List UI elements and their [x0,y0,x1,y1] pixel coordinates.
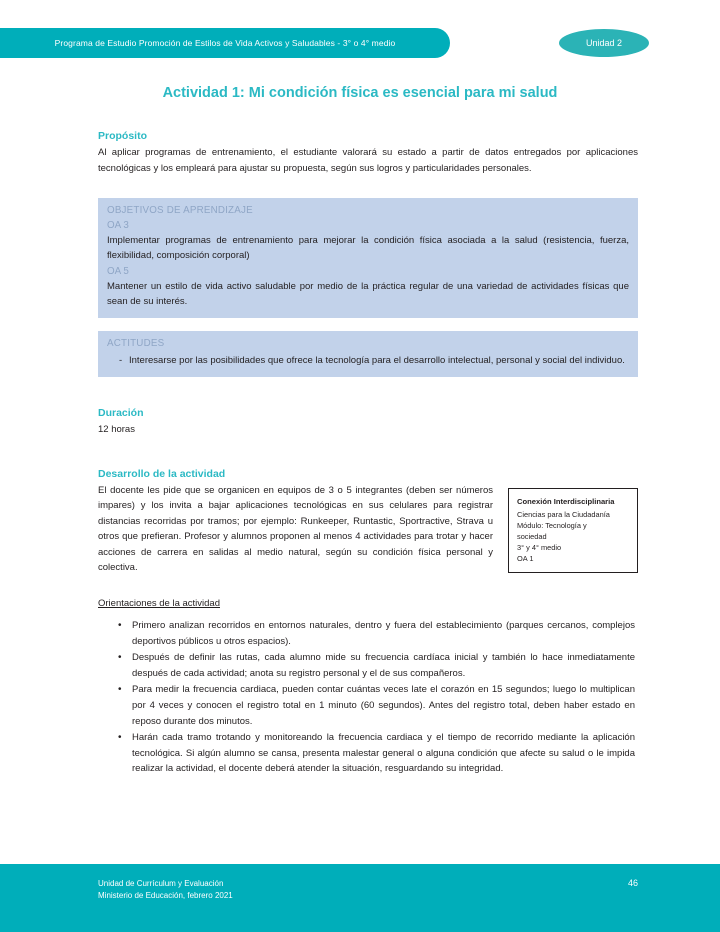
list-item [98,650,638,681]
objetivos-heading: OBJETIVOS DE APRENDIZAJE [107,205,253,216]
page-title: Actividad 1: Mi condición física es esencial para mi salud [162,85,558,101]
conexion-line-nivel: 3° y 4° medio [517,542,562,552]
footer-institution [98,878,233,901]
page-number: 46 [627,878,638,888]
proposito-heading: Propósito [98,130,147,142]
footer-line-2: Ministerio de Educación, febrero 2021 [98,890,233,900]
list-item [98,730,638,777]
conexion-interdisciplinaria-box [508,488,638,573]
footer-line-1: Unidad de Currículum y Evaluación [98,879,224,888]
objetivo-code-oa3: OA 3 [107,220,129,231]
conexion-line-oa: OA 1 [517,553,534,563]
header-banner-text: Programa de Estudio Promoción de Estilos de Vida Activos y Saludables - 3° o 4° medio [54,38,396,48]
document-content [98,130,638,778]
objetivos-box [98,198,638,318]
bullet-icon: • [118,652,122,664]
orientacion-text-2: Después de definir las rutas, cada alumno mide su frecuencia cardíaca inicial y también lo hace inmediatamente después de cada actividad; anota su registro personal y el de sus compañeros. [132,652,635,679]
actitud-item [107,353,629,368]
conexion-line-modulo-cont: sociedad [517,531,547,541]
orientaciones-list [98,618,638,777]
duracion-heading: Duración [98,407,144,419]
actitudes-heading: ACTITUDES [107,338,165,349]
orientacion-text-4: Harán cada tramo trotando y monitoreando la frecuencia cardiaca y el tiempo de recorrido mediante la aplicación tecnológica. Si algún alumno se cansa, presenta malestar general o alguna condición que afecte su salud o le impida realizar la actividad, el docente deberá atender la situación, resguardando su integridad. [132,732,635,775]
header-banner [0,28,450,58]
actitud-dash: - [119,355,123,366]
page-header [0,28,720,58]
seccion-duracion [98,407,638,438]
objetivo-text-oa3: Implementar programas de entrenamiento para mejorar la condición física asociada a la salud (resistencia, fuerza, flexibilidad, composición corporal) [107,235,629,261]
orientacion-text-1: Primero analizan recorridos en entornos naturales, dentro y fuera del establecimiento (parques cercanos, complejos deportivos públicos u otros espacios). [132,620,635,647]
seccion-proposito [98,130,638,176]
conexion-line-asignatura: Ciencias para la Ciudadanía [517,509,610,519]
orientaciones-heading: Orientaciones de la actividad [98,598,220,610]
objetivo-text-oa5: Mantener un estilo de vida activo saludable por medio de la práctica regular de una variedad de actividades físicas que sean de su interés. [107,281,629,307]
seccion-desarrollo [98,468,638,577]
objetivo-code-oa5: OA 5 [107,266,129,277]
actitudes-box [98,331,638,377]
desarrollo-heading: Desarrollo de la actividad [98,467,226,480]
bullet-icon: • [118,684,122,696]
conexion-line-modulo: Módulo: Tecnología y [517,520,587,530]
seccion-orientaciones [98,598,638,777]
list-item [98,682,638,729]
conexion-title: Conexión Interdisciplinaria [517,496,615,506]
proposito-text: Al aplicar programas de entrenamiento, el estudiante valorará su estado a partir de datos entregados por aplicaciones tecnológicas y los empleará para ajustar su propuesta, según sus logros y particularidades personales. [98,147,638,174]
bullet-icon: • [118,732,122,744]
bullet-icon: • [118,620,122,632]
unit-badge-label: Unidad 2 [585,38,623,48]
list-item [98,618,638,649]
page-footer [0,864,720,932]
actitud-text: Interesarse por las posibilidades que ofrece la tecnología para el desarrollo intelectual, personal y social del individuo. [129,355,625,366]
orientacion-text-3: Para medir la frecuencia cardiaca, pueden contar cuántas veces late el corazón en 15 segundos; luego lo multiplican por 4 veces y conocen el registro total en 1 minuto (60 segundos). Antes del registro total, deben haber estado en reposo durante dos minutos. [132,684,635,727]
desarrollo-text: El docente les pide que se organicen en equipos de 3 o 5 integrantes (deben ser números impares) y los invita a bajar aplicaciones tecnológicas en sus celulares para registrar distancias recorridas por tramos; por ejemplo: Runkeeper, Runtastic, Sportractive, Strava u otros que prefieran. Profesor y alumnos proponen al menos 4 actividades para trotar y hacer acciones de carrera en salidas al medio natural, según su condición física personal y colectiva. [98,484,493,574]
unit-badge [559,29,649,57]
duracion-value: 12 horas [98,424,135,435]
